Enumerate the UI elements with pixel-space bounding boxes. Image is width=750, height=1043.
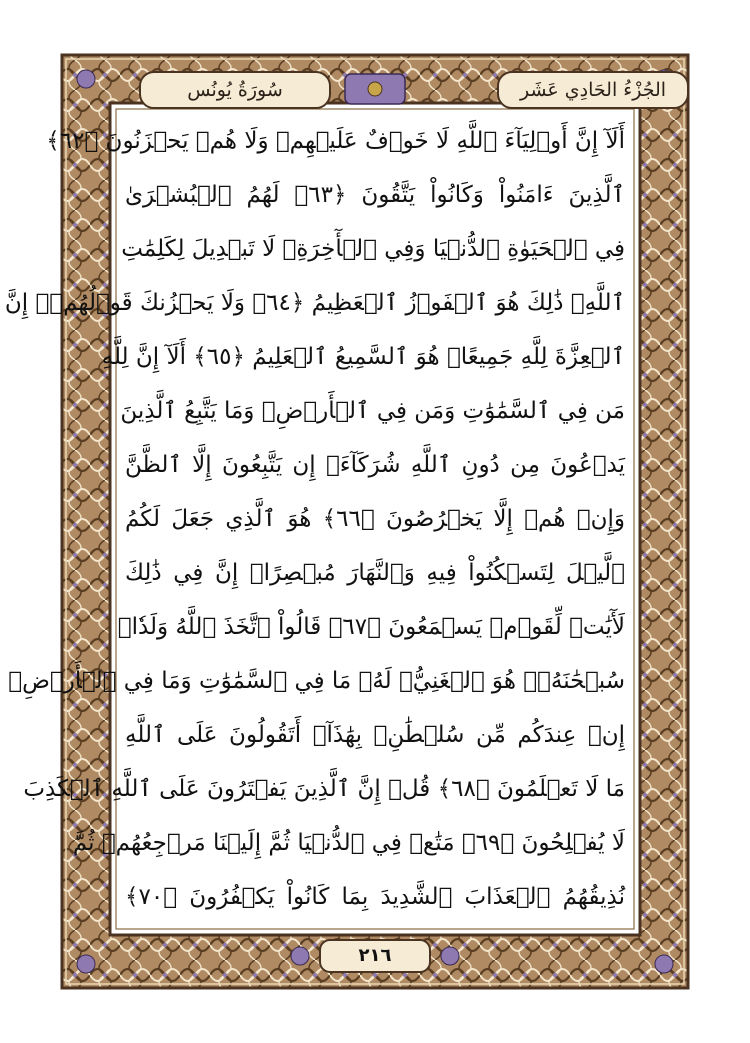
juz-title: الجُزْءُ الحَادِي عَشَر bbox=[519, 79, 667, 101]
text-line: فِي ٱلۡحَيَوٰةِ ٱلدُّنۡيَا وَفِي ٱلۡأٓخِرَةِۚ لَا تَبۡدِيلَ لِكَلِمَٰتِ bbox=[121, 236, 625, 262]
page-number: ٢١٦ bbox=[358, 945, 392, 966]
text-line: لَأٓيَٰتٖ لِّقَوۡمٖ يَسۡمَعُونَ ﴿٦٧﴾ قَالُواْ ٱتَّخَذَ ٱللَّهُ وَلَدٗاۗ bbox=[117, 614, 625, 640]
text-line: ٱلۡعِزَّةَ لِلَّهِ جَمِيعًاۚ هُوَ ٱلسَّمِيعُ ٱلۡعَلِيمُ ﴿٦٥﴾ أَلَآ إِنَّ لِلَّهِ bbox=[101, 344, 625, 370]
text-line: أَلَآ إِنَّ أَوۡلِيَآءَ ٱللَّهِ لَا خَوۡفٌ عَلَيۡهِمۡ وَلَا هُمۡ يَحۡزَنُونَ ﴿٦٢﴾ bbox=[46, 128, 625, 154]
text-line: مَا لَا تَعۡلَمُونَ ﴿٦٨﴾ قُلۡ إِنَّ ٱلَّذِينَ يَفۡتَرُونَ عَلَى ٱللَّهِ ٱلۡكَذِبَ bbox=[23, 776, 625, 802]
text-line: لَا يُفۡلِحُونَ ﴿٦٩﴾ مَتَٰعٞ فِي ٱلدُّنۡيَا ثُمَّ إِلَيۡنَا مَرۡجِعُهُمۡ ثُمَّ bbox=[72, 830, 625, 856]
text-line: نُذِيقُهُمُ ٱلۡعَذَابَ ٱلشَّدِيدَ بِمَا كَانُواْ يَكۡفُرُونَ ﴿٧٠﴾ bbox=[125, 884, 625, 910]
text-line: ٱللَّهِۚ ذَٰلِكَ هُوَ ٱلۡفَوۡزُ ٱلۡعَظِيمُ ﴿٦٤﴾ وَلَا يَحۡزُنكَ قَوۡلُهُمۡۘ إِنَّ bbox=[4, 290, 625, 316]
text-line: يَدۡعُونَ مِن دُونِ ٱللَّهِ شُرَكَآءَۚ إِن يَتَّبِعُونَ إِلَّا ٱلظَّنَّ bbox=[125, 452, 625, 478]
header-center-ornament bbox=[345, 74, 405, 104]
quran-text-area bbox=[4, 116, 626, 922]
text-line: مَن فِي ٱلسَّمَٰوَٰتِ وَمَن فِي ٱلۡأَرۡضِۗ وَمَا يَتَّبِعُ ٱلَّذِينَ bbox=[120, 398, 625, 424]
text-line: ٱلَّيۡلَ لِتَسۡكُنُواْ فِيهِ وَٱلنَّهَارَ مُبۡصِرًاۚ إِنَّ فِي ذَٰلِكَ bbox=[125, 560, 625, 586]
surah-title: سُورَةُ يُونُس bbox=[187, 79, 283, 101]
text-line: سُبۡحَٰنَهُۥۖ هُوَ ٱلۡغَنِيُّۖ لَهُۥ مَا فِي ٱلسَّمَٰوَٰتِ وَمَا فِي ٱلۡأَرۡضِۚ bbox=[8, 668, 625, 694]
text-line: ٱلَّذِينَ ءَامَنُواْ وَكَانُواْ يَتَّقُونَ ﴿٦٣﴾ لَهُمُ ٱلۡبُشۡرَىٰ bbox=[125, 182, 625, 208]
text-line: وَإِنۡ هُمۡ إِلَّا يَخۡرُصُونَ ﴿٦٦﴾ هُوَ ٱلَّذِي جَعَلَ لَكُمُ bbox=[125, 506, 626, 532]
text-line: إِنۡ عِندَكُم مِّن سُلۡطَٰنِۭ بِهَٰذَآۚ أَتَقُولُونَ عَلَى ٱللَّهِ bbox=[125, 722, 625, 748]
